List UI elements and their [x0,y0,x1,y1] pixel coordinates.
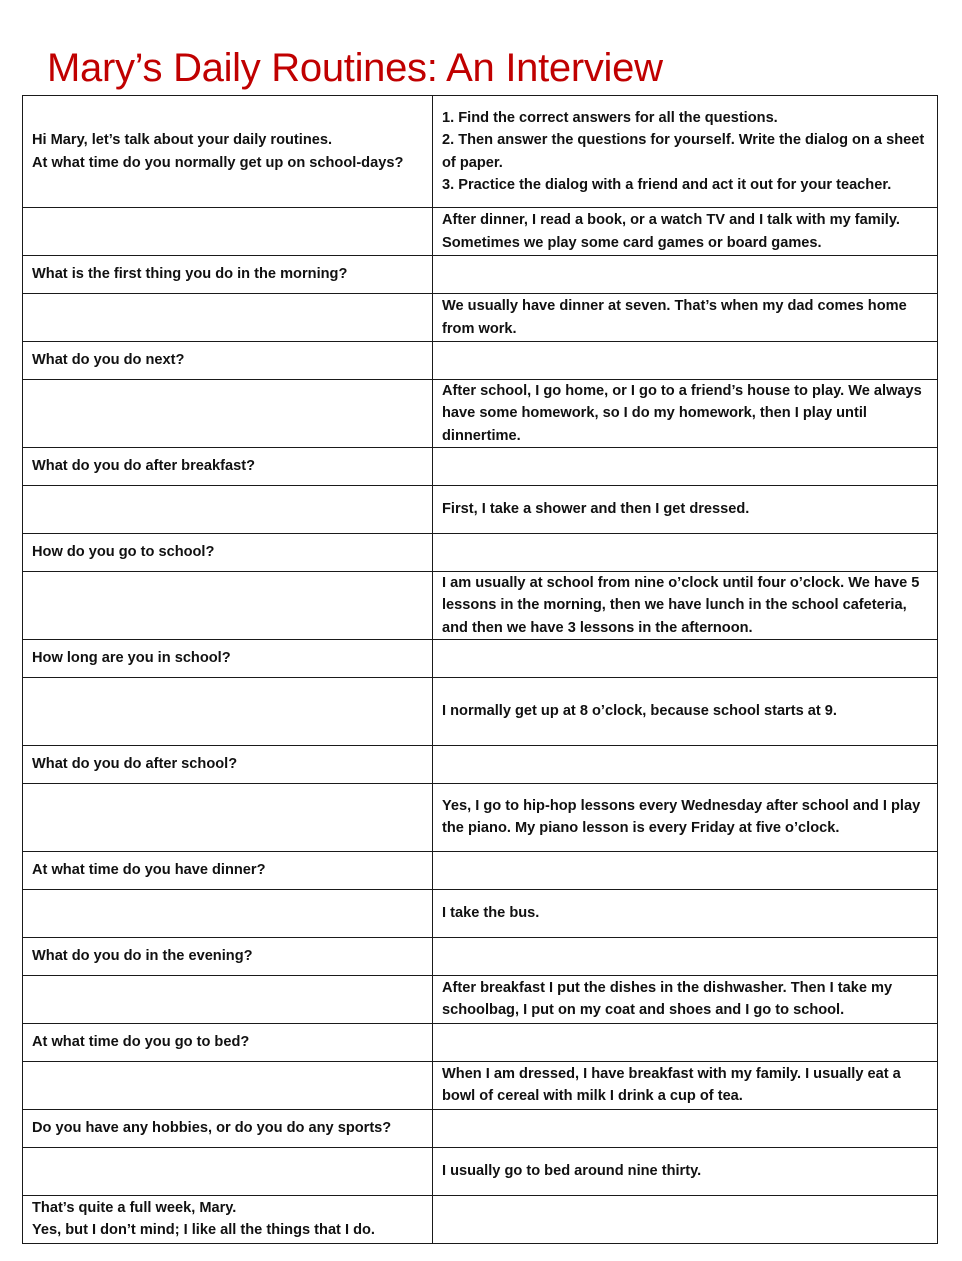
answer-cell: After dinner, I read a book, or a watch TV and I talk with my family. Sometimes we play some card games or board games. [433,208,938,256]
table-row [23,342,938,380]
table-row [23,572,938,640]
answer-cell [433,745,938,783]
question-cell [23,380,433,448]
table-row [23,534,938,572]
question-cell: At what time do you go to bed? [23,1023,433,1061]
instruction-3: 3. Practice the dialog with a friend and act it out for your teacher. [442,176,892,193]
table-row [23,1147,938,1195]
intro-question: At what time do you normally get up on school-days? [32,154,404,171]
table-row [23,380,938,448]
table-row [23,1109,938,1147]
answer-cell [433,1023,938,1061]
question-cell: How long are you in school? [23,639,433,677]
answer-cell: I usually go to bed around nine thirty. [433,1147,938,1195]
table-row [23,294,938,342]
answer-cell: First, I take a shower and then I get dressed. [433,486,938,534]
answer-cell [433,534,938,572]
table-row [23,1023,938,1061]
closing-row [23,1195,938,1243]
answer-cell-empty [433,1195,938,1243]
table-row [23,975,938,1023]
question-cell [23,889,433,937]
table-row [23,851,938,889]
table-row [23,937,938,975]
question-cell: How do you go to school? [23,534,433,572]
instruction-1: 1. Find the correct answers for all the questions. [442,109,778,126]
table-row [23,448,938,486]
table-row [23,1061,938,1109]
instruction-2: 2. Then answer the questions for yourself. Write the dialog on a sheet of paper. [442,132,925,171]
answer-cell: After breakfast I put the dishes in the dishwasher. Then I take my schoolbag, I put on my coat and shoes and I go to school. [433,975,938,1023]
question-cell [23,572,433,640]
table-row [23,486,938,534]
answer-cell: When I am dressed, I have breakfast with my family. I usually eat a bowl of cereal with milk I drink a cup of tea. [433,1061,938,1109]
answer-cell: I take the bus. [433,889,938,937]
answer-cell: I normally get up at 8 o’clock, because school starts at 9. [433,677,938,745]
interview-table [22,95,938,1244]
intro-question-cell [23,96,433,208]
table-row [23,208,938,256]
question-cell [23,975,433,1023]
answer-cell [433,937,938,975]
intro-greeting: Hi Mary, let’s talk about your daily routines. [32,132,333,149]
closing-cell [23,1195,433,1243]
question-cell [23,486,433,534]
question-cell: At what time do you have dinner? [23,851,433,889]
page-title: Mary’s Daily Routines: An Interview [47,46,663,90]
answer-cell [433,851,938,889]
table-row [23,639,938,677]
instructions-cell [433,96,938,208]
question-cell: Do you have any hobbies, or do you do any sports? [23,1109,433,1147]
closing-line: Yes, but I don’t mind; I like all the things that I do. [32,1222,375,1239]
question-cell: What do you do after school? [23,745,433,783]
question-cell: What do you do in the evening? [23,937,433,975]
table-row [23,677,938,745]
question-cell [23,294,433,342]
intro-row [23,96,938,208]
question-cell [23,677,433,745]
answer-cell [433,639,938,677]
closing-line: That’s quite a full week, Mary. [32,1200,237,1217]
answer-cell: We usually have dinner at seven. That’s when my dad comes home from work. [433,294,938,342]
table-row [23,783,938,851]
answer-cell: After school, I go home, or I go to a friend’s house to play. We always have some homework, so I do my homework, then I play until dinnertime. [433,380,938,448]
answer-cell [433,448,938,486]
table-row [23,256,938,294]
table-row [23,745,938,783]
question-cell: What do you do next? [23,342,433,380]
question-cell [23,1061,433,1109]
question-cell [23,1147,433,1195]
answer-cell: Yes, I go to hip-hop lessons every Wednesday after school and I play the piano. My piano lesson is every Friday at five o’clock. [433,783,938,851]
question-cell: What do you do after breakfast? [23,448,433,486]
question-cell [23,208,433,256]
table-row [23,889,938,937]
answer-cell [433,1109,938,1147]
question-cell: What is the first thing you do in the morning? [23,256,433,294]
question-cell [23,783,433,851]
answer-cell: I am usually at school from nine o’clock until four o’clock. We have 5 lessons in the morning, then we have lunch in the school cafeteria, and then we have 3 lessons in the afternoon. [433,572,938,640]
answer-cell [433,342,938,380]
answer-cell [433,256,938,294]
